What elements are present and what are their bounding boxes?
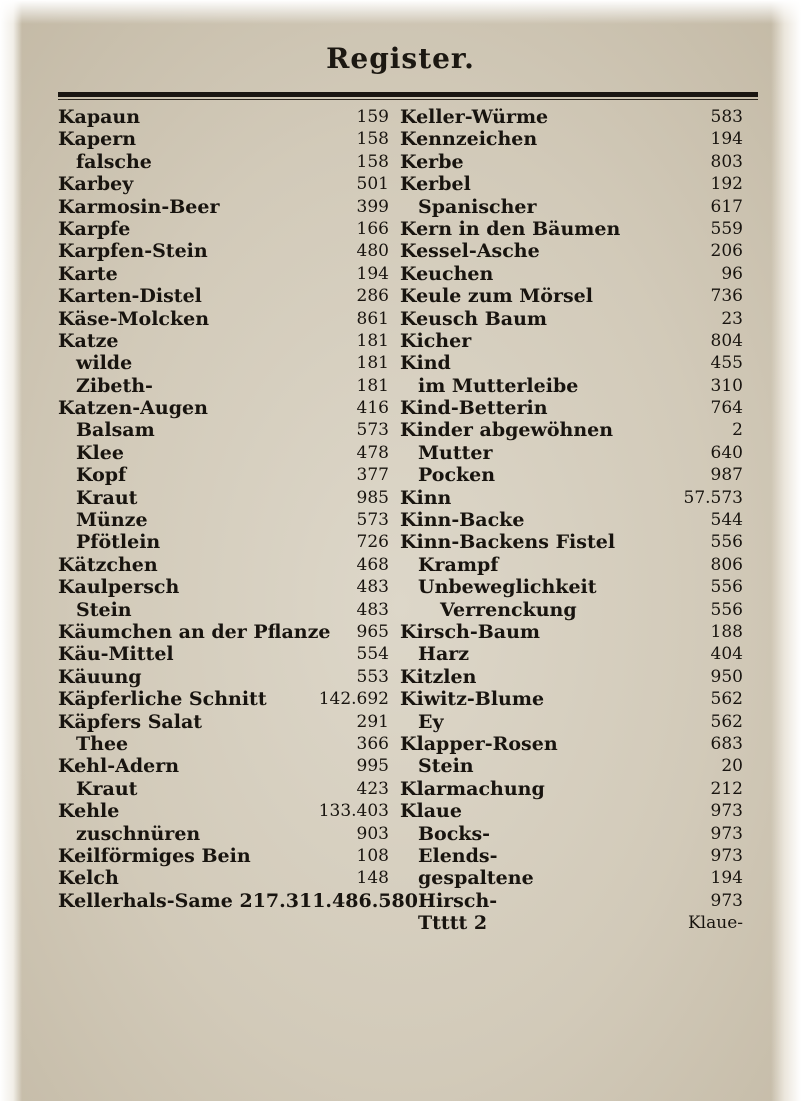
index-page-number: 291 <box>356 711 389 732</box>
index-term: Balsam <box>76 419 155 442</box>
index-page-number: 973 <box>710 823 743 844</box>
index-page-number: 804 <box>710 330 743 351</box>
index-column-left <box>58 106 418 912</box>
index-page-number: 764 <box>710 398 743 419</box>
header-rule-thin <box>58 99 758 100</box>
index-page-number: 181 <box>356 353 389 374</box>
index-entry <box>400 308 743 330</box>
index-page-number: 423 <box>356 778 389 799</box>
index-entry <box>400 464 743 486</box>
index-page-number: 181 <box>356 330 389 351</box>
index-page-number: 404 <box>710 644 743 665</box>
index-term: Keule zum Mörsel <box>400 285 593 308</box>
index-term: Karpfen-Stein <box>58 240 208 263</box>
index-page-number: 583 <box>710 107 743 127</box>
index-entry <box>58 487 401 509</box>
index-entry <box>58 554 401 576</box>
index-page-number: 480 <box>356 241 389 262</box>
index-entry <box>400 128 743 150</box>
index-entry <box>400 487 743 509</box>
index-term: Kraut <box>76 777 138 800</box>
index-term: Kinn-Backe <box>400 509 525 532</box>
index-page-number: 985 <box>356 487 389 508</box>
index-term: Elends- <box>418 844 498 867</box>
index-entry <box>400 755 743 777</box>
index-term: zuschnüren <box>76 822 201 845</box>
index-page-number: 903 <box>356 823 389 844</box>
index-term: Kessel-Asche <box>400 240 540 263</box>
index-page-number: 562 <box>710 711 743 732</box>
index-entry <box>58 128 401 150</box>
index-entry <box>58 800 401 822</box>
index-term: falsche <box>76 150 152 173</box>
index-page-number: 310 <box>710 375 743 396</box>
index-entry <box>58 621 401 643</box>
index-term: Kern in den Bäumen <box>400 217 621 240</box>
index-entry <box>58 889 418 912</box>
index-page-number: 573 <box>356 420 389 441</box>
index-entry <box>400 890 743 912</box>
index-entry <box>58 285 401 307</box>
index-term: Käse-Molcken <box>58 307 210 330</box>
index-term: Kinder abgewöhnen <box>400 419 614 442</box>
index-term: Klarmachung <box>400 777 545 800</box>
index-page-number: 478 <box>356 442 389 463</box>
index-page-number: 181 <box>356 375 389 396</box>
index-entry <box>400 800 743 822</box>
index-term: Hirsch- <box>418 889 498 912</box>
index-term: Kehl-Adern <box>58 755 180 778</box>
index-page-number: 544 <box>710 510 743 531</box>
index-entry <box>58 106 401 128</box>
index-page-number: 212 <box>710 778 743 799</box>
index-term: Karmosin-Beer <box>58 195 220 218</box>
index-page-number: 20 <box>721 756 743 777</box>
index-page-number: 366 <box>356 733 389 754</box>
index-term: Kerbe <box>400 150 464 173</box>
header-rule-thick <box>58 92 758 97</box>
index-entry <box>400 240 743 262</box>
index-page-number: 973 <box>710 890 743 911</box>
index-term: Keusch Baum <box>400 307 547 330</box>
page-title: Register. <box>326 42 475 75</box>
index-page-number: 166 <box>356 218 389 239</box>
index-entry <box>400 867 743 889</box>
index-entry <box>400 666 743 688</box>
index-page-number: 973 <box>710 845 743 866</box>
index-term: Kehle <box>58 800 120 823</box>
index-entry <box>58 509 401 531</box>
index-term: Ey <box>418 710 444 733</box>
index-entry <box>400 711 743 733</box>
page-edge-right <box>771 0 801 1101</box>
index-term: Mutter <box>418 441 493 464</box>
index-entry <box>58 643 401 665</box>
index-term: im Mutterleibe <box>418 374 579 397</box>
index-term: Käumchen an der Pflanze <box>58 620 331 643</box>
index-entry <box>58 352 401 374</box>
index-page-number: 148 <box>356 868 389 889</box>
index-entry <box>58 263 401 285</box>
index-page-number: 556 <box>710 532 743 553</box>
index-page-number: 188 <box>710 621 743 642</box>
index-page-number: 803 <box>710 151 743 172</box>
index-entry <box>400 442 743 464</box>
index-term: Klee <box>76 441 124 464</box>
index-page-number: 206 <box>710 241 743 262</box>
index-entry <box>400 643 743 665</box>
index-entry <box>400 330 743 352</box>
index-entry <box>58 599 401 621</box>
index-page-number: Klaue- <box>687 913 743 934</box>
index-term: Münze <box>76 509 148 532</box>
index-term: Kinn-Backens Fistel <box>400 531 616 554</box>
index-page-number: 158 <box>356 151 389 172</box>
index-term: Ttttt 2 <box>418 912 488 935</box>
index-page-number: 159 <box>356 107 389 127</box>
index-page-number: 562 <box>710 689 743 710</box>
index-term: Karbey <box>58 173 134 196</box>
index-entry <box>400 733 743 755</box>
index-term: Karten-Distel <box>58 285 202 308</box>
index-term: Kind <box>400 352 451 375</box>
index-term: Thee <box>76 732 129 755</box>
index-entry <box>58 666 401 688</box>
index-entry <box>400 823 743 845</box>
index-entry <box>400 845 743 867</box>
index-page-number: 286 <box>356 286 389 307</box>
index-page-number: 736 <box>710 286 743 307</box>
index-entry <box>400 397 743 419</box>
index-page-number: 399 <box>356 196 389 217</box>
index-term: Keuchen <box>400 262 494 285</box>
index-page-number: 617 <box>710 196 743 217</box>
index-term: Kennzeichen <box>400 128 538 151</box>
index-entry <box>400 778 743 800</box>
index-page-number: 468 <box>356 554 389 575</box>
index-page-number: 133.403 <box>318 801 389 822</box>
index-entry <box>400 576 743 598</box>
index-page-number: 416 <box>356 398 389 419</box>
index-page-number: 683 <box>710 733 743 754</box>
index-entry <box>400 151 743 173</box>
index-term: Kapern <box>58 128 137 151</box>
index-page-number: 554 <box>356 644 389 665</box>
index-term: Harz <box>418 643 470 666</box>
index-entry <box>400 173 743 195</box>
index-entry <box>400 554 743 576</box>
index-page-number: 194 <box>710 129 743 150</box>
index-page-number: 573 <box>356 510 389 531</box>
index-entry <box>58 867 401 889</box>
index-entry <box>58 240 401 262</box>
index-entry <box>58 375 401 397</box>
index-page-number: 192 <box>710 174 743 195</box>
index-entry <box>58 576 401 598</box>
index-term: Kelch <box>58 867 119 890</box>
index-term: Bocks- <box>418 822 491 845</box>
index-page-number: 965 <box>356 621 389 642</box>
index-page-number: 950 <box>710 666 743 687</box>
index-page-number: 726 <box>356 532 389 553</box>
index-term: Käpfers Salat <box>58 710 203 733</box>
index-entry <box>58 151 401 173</box>
index-term: Kellerhals-Same 217.311.486.580 <box>58 889 418 912</box>
index-term: Kinn <box>400 486 452 509</box>
index-term: wilde <box>76 352 133 375</box>
page-edge-top <box>0 0 801 24</box>
index-page-number: 861 <box>356 308 389 329</box>
index-entry <box>58 308 401 330</box>
index-term: Kraut <box>76 486 138 509</box>
index-column-right <box>400 106 743 934</box>
index-term: Karte <box>58 262 118 285</box>
index-term: Klaue <box>400 800 462 823</box>
index-term: Kind-Betterin <box>400 397 548 420</box>
index-page-number: 556 <box>710 577 743 598</box>
index-term: Stein <box>418 755 474 778</box>
index-entry <box>58 464 401 486</box>
index-page-number: 142.692 <box>318 689 389 710</box>
index-entry <box>58 711 401 733</box>
index-entry <box>58 778 401 800</box>
index-entry <box>58 823 401 845</box>
index-entry <box>58 330 401 352</box>
index-entry <box>58 531 401 553</box>
index-term: Keller-Würme <box>400 106 549 128</box>
index-page-number: 640 <box>710 442 743 463</box>
index-term: Käuung <box>58 665 142 688</box>
index-term: Kirsch-Baum <box>400 620 540 643</box>
index-entry <box>58 755 401 777</box>
index-entry <box>400 263 743 285</box>
index-term: Katze <box>58 329 119 352</box>
index-page-number: 556 <box>710 599 743 620</box>
index-page-number: 553 <box>356 666 389 687</box>
index-term: Kicher <box>400 329 472 352</box>
index-entry <box>58 442 401 464</box>
index-term: gespaltene <box>418 867 534 890</box>
index-entry <box>400 419 743 441</box>
index-entry <box>400 352 743 374</box>
index-entry <box>400 599 743 621</box>
index-entry <box>400 509 743 531</box>
index-term: Kätzchen <box>58 553 158 576</box>
index-entry <box>58 397 401 419</box>
index-term: Zibeth- <box>76 374 153 397</box>
index-entry <box>400 106 743 128</box>
index-entry <box>58 218 401 240</box>
index-entry <box>400 621 743 643</box>
index-entry <box>58 173 401 195</box>
index-term: Kapaun <box>58 106 141 128</box>
index-entry <box>400 688 743 710</box>
index-page-number: 96 <box>721 263 743 284</box>
index-term: Kaulpersch <box>58 576 180 599</box>
index-page-number: 806 <box>710 554 743 575</box>
index-term: Unbeweglichkeit <box>418 576 597 599</box>
index-term: Kiwitz-Blume <box>400 688 545 711</box>
index-page-number: 995 <box>356 756 389 777</box>
index-entry <box>400 196 743 218</box>
index-page-number: 158 <box>356 129 389 150</box>
page-edge-left <box>0 0 22 1101</box>
index-page-number: 194 <box>710 868 743 889</box>
index-page-number: 987 <box>710 465 743 486</box>
index-term: Krampf <box>418 553 499 576</box>
index-term: Katzen-Augen <box>58 397 208 420</box>
index-page-number: 23 <box>721 308 743 329</box>
index-entry <box>400 531 743 553</box>
index-page-number: 483 <box>356 577 389 598</box>
index-page-number: 501 <box>356 174 389 195</box>
index-page-number: 483 <box>356 599 389 620</box>
index-term: Kopf <box>76 464 127 487</box>
index-term: Stein <box>76 598 132 621</box>
index-term: Kerbel <box>400 173 471 196</box>
index-page-number: 377 <box>356 465 389 486</box>
index-term: Klapper-Rosen <box>400 732 558 755</box>
index-term: Käu-Mittel <box>58 643 174 666</box>
index-term: Keilförmiges Bein <box>58 844 251 867</box>
index-entry <box>58 733 401 755</box>
index-page-number: 455 <box>710 353 743 374</box>
index-page-number: 108 <box>356 845 389 866</box>
index-page-number: 973 <box>710 801 743 822</box>
index-page-number: 559 <box>710 218 743 239</box>
index-entry <box>400 218 743 240</box>
index-term: Kitzlen <box>400 665 477 688</box>
index-page-number: 57.573 <box>683 487 743 508</box>
index-term: Karpfe <box>58 217 131 240</box>
index-page-number: 194 <box>356 263 389 284</box>
index-entry <box>400 375 743 397</box>
index-entry <box>58 419 401 441</box>
index-entry <box>58 688 401 710</box>
index-entry <box>58 845 401 867</box>
index-entry <box>58 196 401 218</box>
index-term: Verrenckung <box>440 598 577 621</box>
index-term: Spanischer <box>418 195 537 218</box>
index-page-number: 2 <box>732 420 743 441</box>
index-term: Pfötlein <box>76 531 161 554</box>
index-entry <box>400 285 743 307</box>
index-term: Käpferliche Schnitt <box>58 688 267 711</box>
index-term: Pocken <box>418 464 496 487</box>
index-entry <box>400 912 743 934</box>
